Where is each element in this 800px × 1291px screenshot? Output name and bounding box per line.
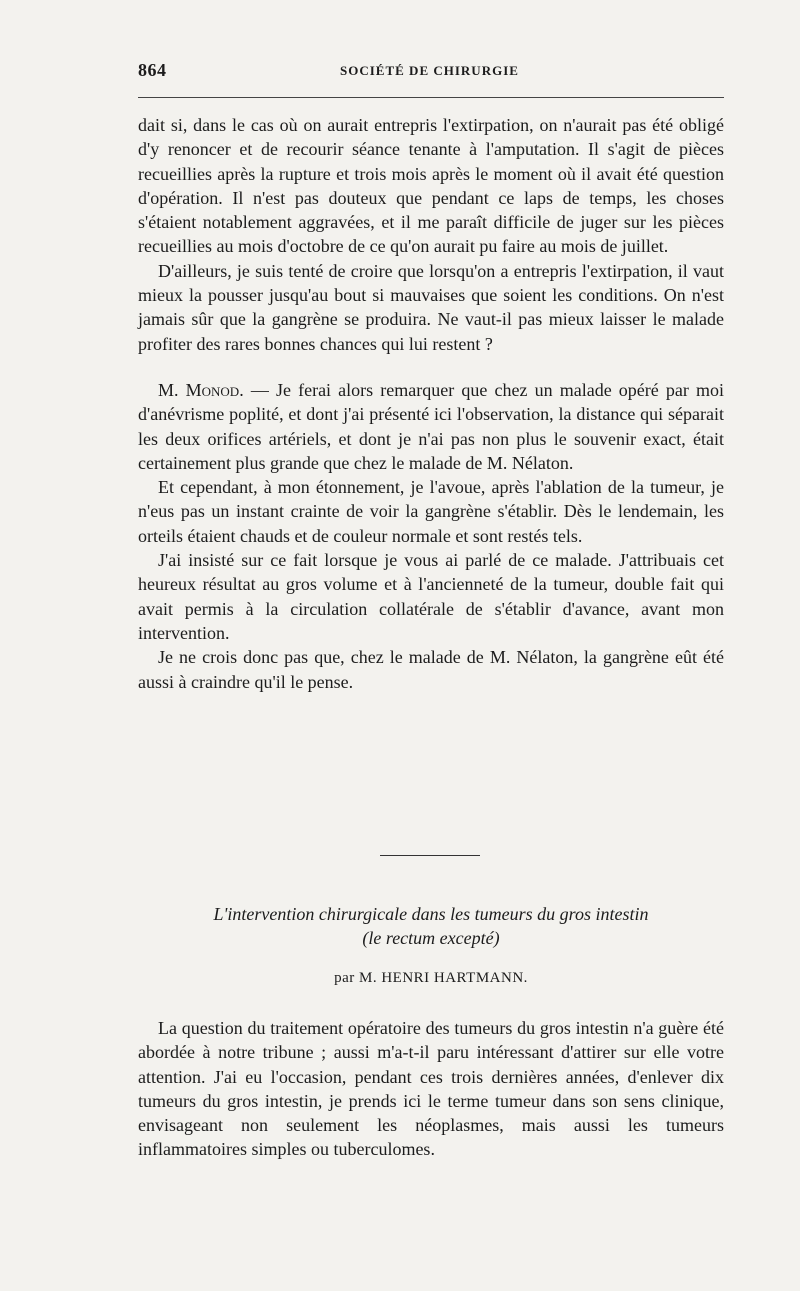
speaker-paragraph	[138, 378, 724, 475]
body-paragraph: J'ai insisté sur ce fait lorsque je vous ai parlé de ce malade. J'attribuais cet heureux résultat au gros volume et à l'ancienneté de la tumeur, double fait qui avait permis à la circulation collatérale de s'établir d'avance, avant mon intervention.	[138, 550, 724, 643]
body-paragraph: D'ailleurs, je suis tenté de croire que lorsqu'on a entrepris l'extirpation, il vaut mieux la pousser jusqu'au bout si mauvaises que soient les conditions. On n'est jamais sûr que la gangrène se produira. Ne vaut-il pas mieux laisser le malade profiter des rares bonnes chances qui lui restent ?	[138, 260, 724, 354]
article-paragraph: La question du traitement opératoire des tumeurs du gros intestin n'a guère été abordée à notre tribune ; aussi m'a-t-il paru intéressant d'attirer sur elle votre attention. J'ai eu l'occasion, pendant ces trois dernières années, d'enlever dix tumeurs du gros intestin, je prends ici le terme tumeur dans son sens clinique, envisageant non seulement les néoplasmes, mais aussi les tumeurs inflammatoires simples ou tuberculomes.	[138, 1018, 724, 1160]
discussion-text	[138, 113, 724, 694]
article-title-subline: (le rectum excepté)	[362, 928, 500, 948]
page-number: 864	[138, 60, 167, 80]
page-header	[138, 60, 724, 84]
running-head: SOCIÉTÉ DE CHIRURGIE	[340, 63, 519, 78]
article-title	[138, 902, 724, 950]
body-paragraph: Et cependant, à mon étonnement, je l'avoue, après l'ablation de la tumeur, je n'eus pas un instant crainte de voir la gangrène s'établir. Dès le lendemain, les orteils étaient chauds et de couleur normale et sont restés tels.	[138, 477, 724, 546]
body-paragraph: Je ne crois donc pas que, chez le malade de M. Nélaton, la gangrène eût été aussi à craindre qu'il le pense.	[138, 647, 724, 692]
header-rule	[138, 97, 724, 98]
speaker-text: — Je ferai alors remarquer que chez un malade opéré par moi d'anévrisme poplité, et dont j'ai présenté ici l'observation, la distance qui séparait les deux orifices artériels, et dont je n'ai pas non plus le souvenir exact, était certainement plus grande que chez le malade de M. Nélaton.	[138, 379, 725, 473]
section-separator	[380, 855, 480, 856]
article-byline: par M. HENRI HARTMANN.	[334, 970, 528, 986]
article-text	[138, 1016, 724, 1162]
article-title-line: L'intervention chirurgicale dans les tumeurs du gros intestin	[213, 904, 649, 924]
body-paragraph: dait si, dans le cas où on aurait entrepris l'extirpation, on n'aurait pas été obligé d'y renoncer et de recourir séance tenante à l'amputation. Il s'agit de pièces recueillies après la rupture et trois mois après le moment où il avait été question d'opération. Il n'est pas douteux que pendant ce laps de temps, les choses s'étaient notablement aggravées, et il me paraît difficile de juger sur les pièces recueillies au mois d'octobre de ce qu'on aurait pu faire au mois de juillet.	[138, 115, 724, 257]
speaker-name: M. Monod.	[158, 379, 244, 400]
